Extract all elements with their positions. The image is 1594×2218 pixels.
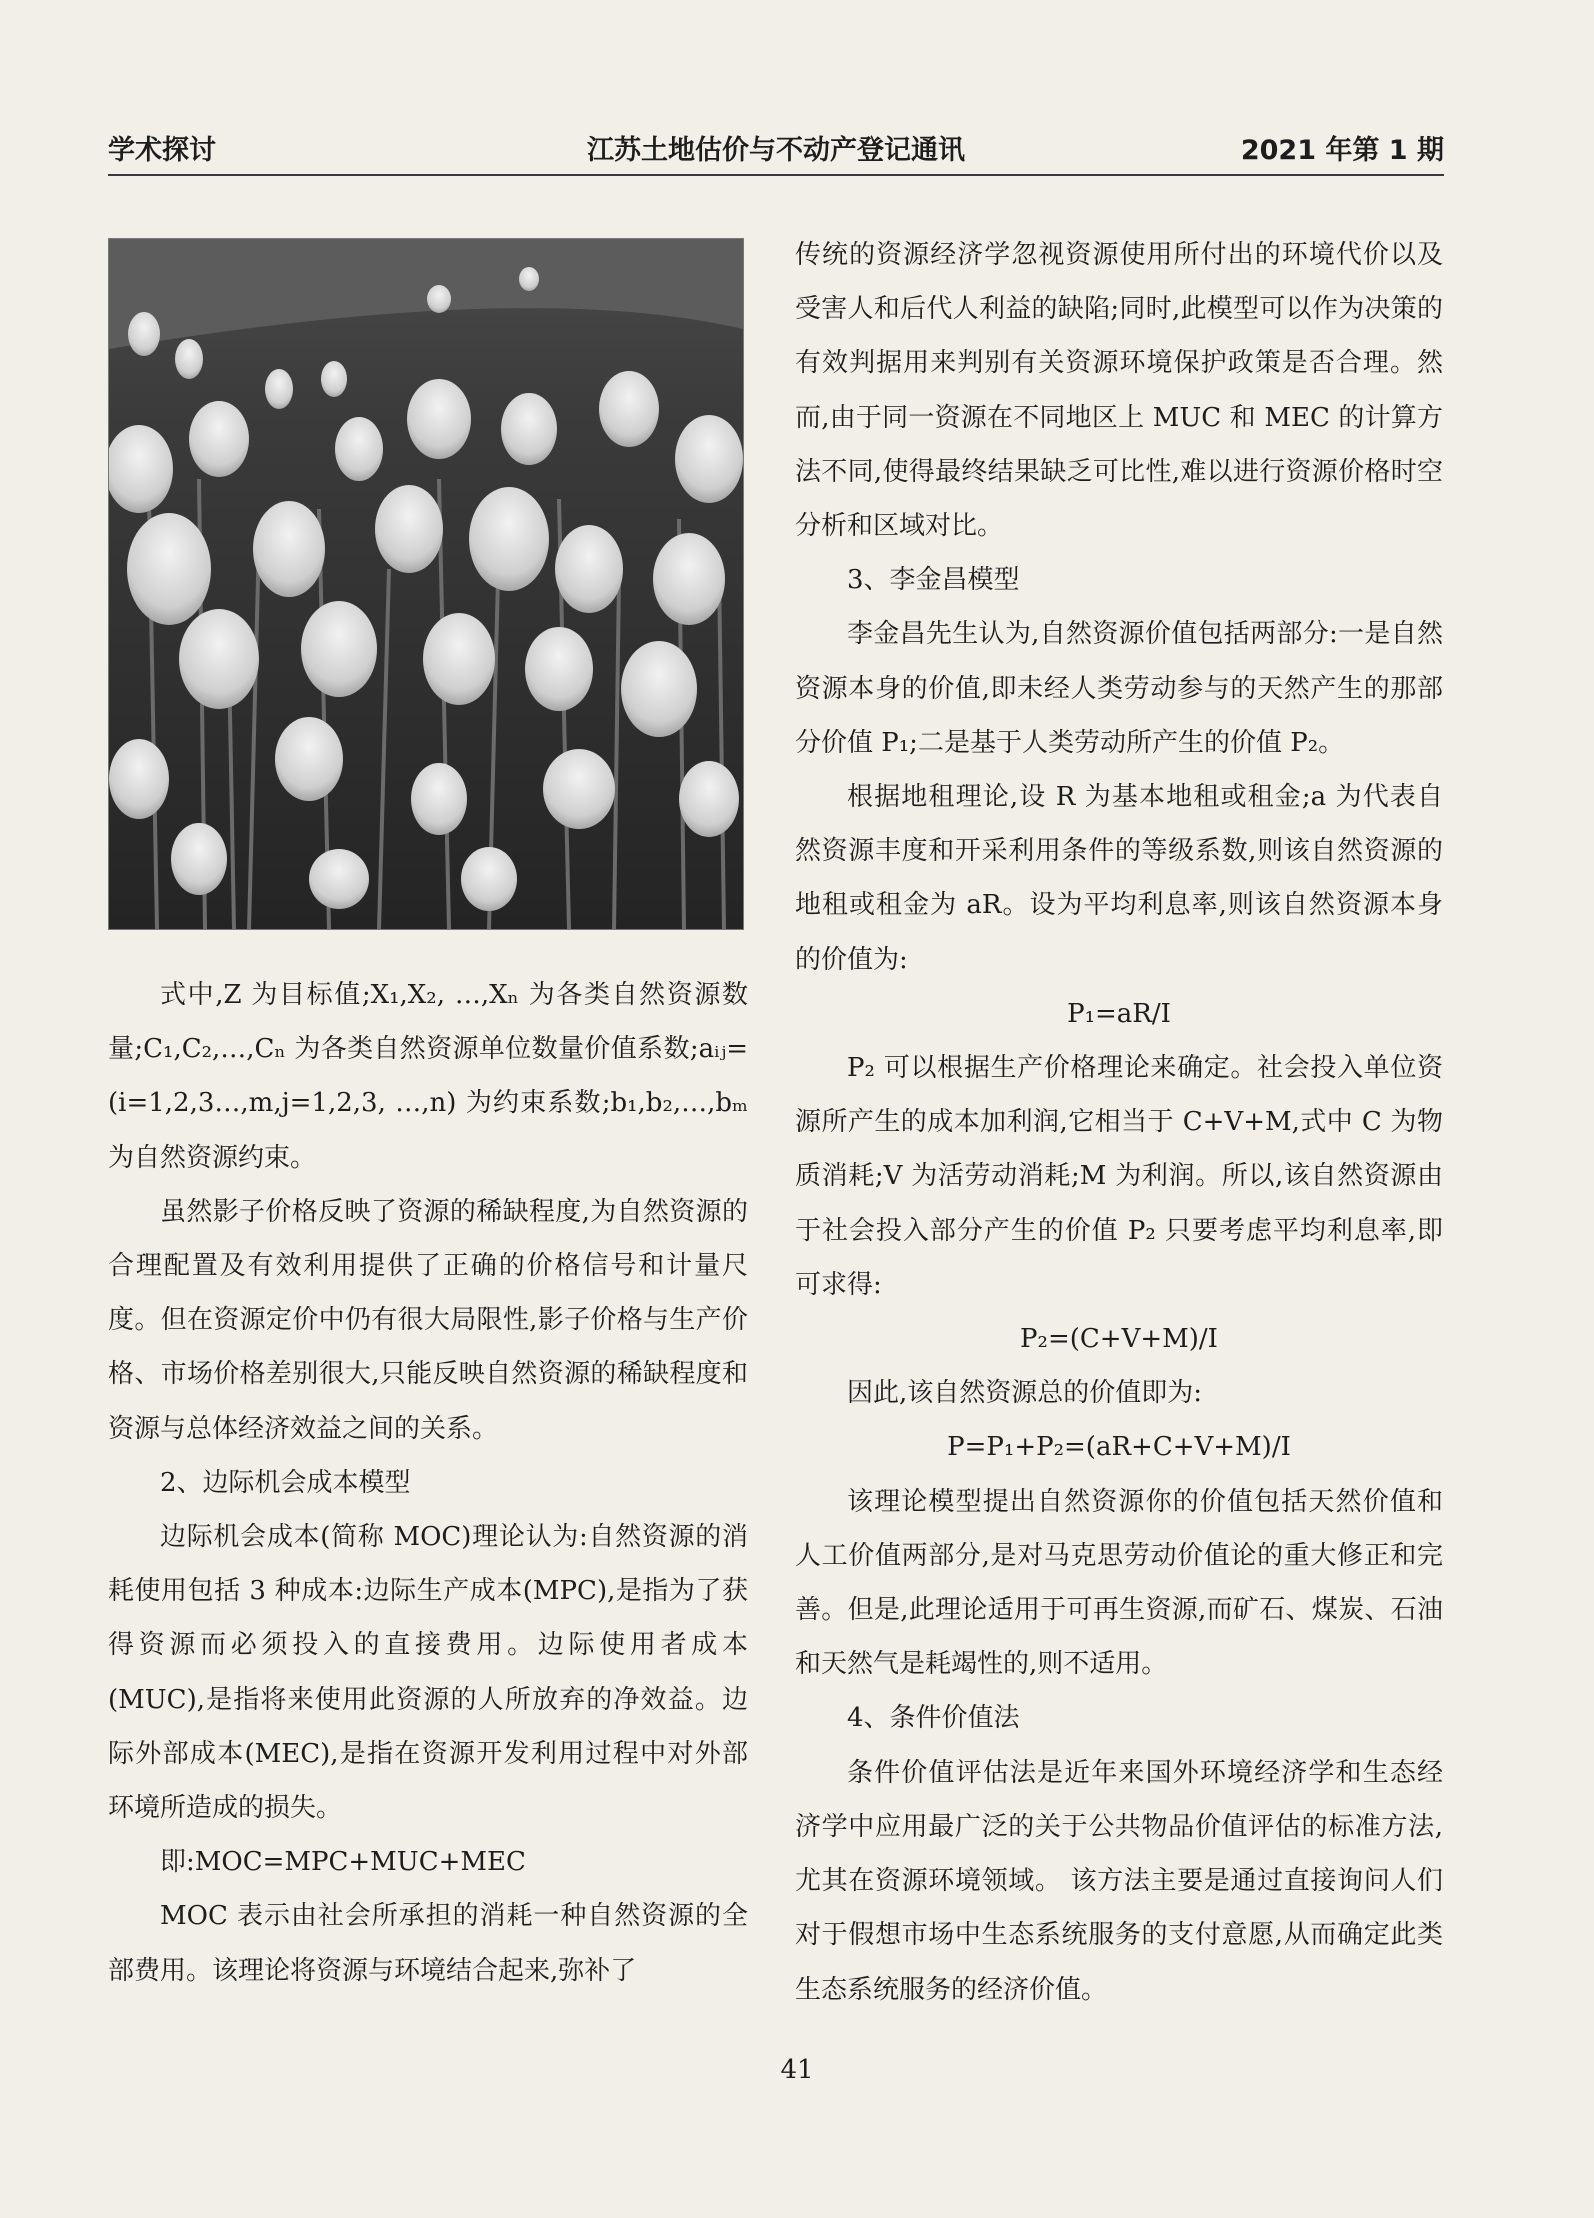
- formula-p1: P₁=aR/I: [1067, 998, 1171, 1029]
- page-number: 41: [780, 2055, 814, 2085]
- paragraph-p2: P₂ 可以根据生产价格理论来确定。社会投入单位资源所产生的成本加利润,它相当于 C+V+M,式中 C 为物质消耗;V 为活劳动消耗;M 为利润。所以,该自然资源由于社会投入部分产生的价值 P₂ 只要考虑平均利息率,即可求得:: [795, 1053, 1443, 1300]
- paragraph-shadow-price: 虽然影子价格反映了资源的稀缺程度,为自然资源的合理配置及有效利用提供了正确的价格信号和计量尺度。但在资源定价中仍有很大局限性,影子价格与生产价格、市场价格差别很大,只能反映自然资源的稀缺程度和资源与总体经济效益之间的关系。: [108, 1196, 748, 1444]
- paragraph-variables: 式中,Z 为目标值;X₁,X₂, …,Xₙ 为各类自然资源数量;C₁,C₂,…,Cₙ 为各类自然资源单位数量价值系数;aᵢⱼ=(i=1,2,3…,m,j=1,2,3, …,n) 为约束系数;b₁,b₂,…,bₘ 为自然资源约束。: [108, 980, 748, 1173]
- formula-moc: 即:MOC=MPC+MUC+MEC: [160, 1847, 526, 1878]
- formula-p2: P₂=(C+V+M)/I: [1020, 1324, 1218, 1355]
- paragraph-total-value: 因此,该自然资源总的价值即为:: [847, 1378, 1203, 1409]
- paragraph-li-value: 李金昌先生认为,自然资源价值包括两部分:一是自然资源本身的价值,即未经人类劳动参与的天然产生的那部分价值 P₁;二是基于人类劳动所产生的价值 P₂。: [795, 619, 1443, 758]
- paragraph-moc-theory: 边际机会成本(简称 MOC)理论认为:自然资源的消耗使用包括 3 种成本:边际生产成本(MPC),是指为了获得资源而必须投入的直接费用。边际使用者成本(MUC),是指将来使用此资源的人所放弃的净效益。边际外部成本(MEC),是指在资源开发利用过程中对外部环境所造成的损失。: [108, 1522, 748, 1824]
- tulip-photo: [108, 238, 744, 930]
- paragraph-moc-meaning: MOC 表示由社会所承担的消耗一种自然资源的全部费用。该理论将资源与环境结合起来,弥补了: [108, 1901, 748, 1986]
- formula-total: P=P₁+P₂=(aR+C+V+M)/I: [947, 1432, 1291, 1463]
- heading-contingent-valuation: 4、条件价值法: [847, 1703, 1020, 1734]
- issue-label: 2021 年第 1 期: [1240, 135, 1444, 166]
- paragraph-continued: 传统的资源经济学忽视资源使用所付出的环境代价以及受害人和后代人利益的缺陷;同时,此模型可以作为决策的有效判据用来判别有关资源环境保护政策是否合理。然而,由于同一资源在不同地区上 MUC 和 MEC 的计算方法不同,使得最终结果缺乏可比性,难以进行资源价格时空分析和区域对比。: [795, 240, 1443, 542]
- heading-li-model: 3、李金昌模型: [847, 565, 1020, 596]
- paragraph-contingent-valuation: 条件价值评估法是近年来国外环境经济学和生态经济学中应用最广泛的关于公共物品价值评估的标准方法,尤其在资源环境领域。 该方法主要是通过直接询问人们对于假想市场中生态系统服务的支付意愿,从而确定此类生态系统服务的经济价值。: [795, 1757, 1443, 2005]
- left-column: [108, 228, 748, 1998]
- paragraph-rent-theory: 根据地租理论,设 R 为基本地租或租金;a 为代表自然资源丰度和开采利用条件的等级系数,则该自然资源的地租或租金为 aR。设为平均利息率,则该自然资源本身的价值为:: [795, 782, 1443, 975]
- journal-title: 江苏土地估价与不动产登记通讯: [587, 135, 965, 166]
- section-label: 学术探讨: [108, 135, 216, 166]
- heading-moc-model: 2、边际机会成本模型: [160, 1467, 411, 1498]
- running-header: [108, 118, 1444, 176]
- paragraph-theory-assessment: 该理论模型提出自然资源你的价值包括天然价值和人工价值两部分,是对马克思劳动价值论的重大修正和完善。但是,此理论适用于可再生资源,而矿石、煤炭、石油和天然气是耗竭性的,则不适用。: [795, 1486, 1443, 1680]
- right-column: [795, 228, 1443, 2017]
